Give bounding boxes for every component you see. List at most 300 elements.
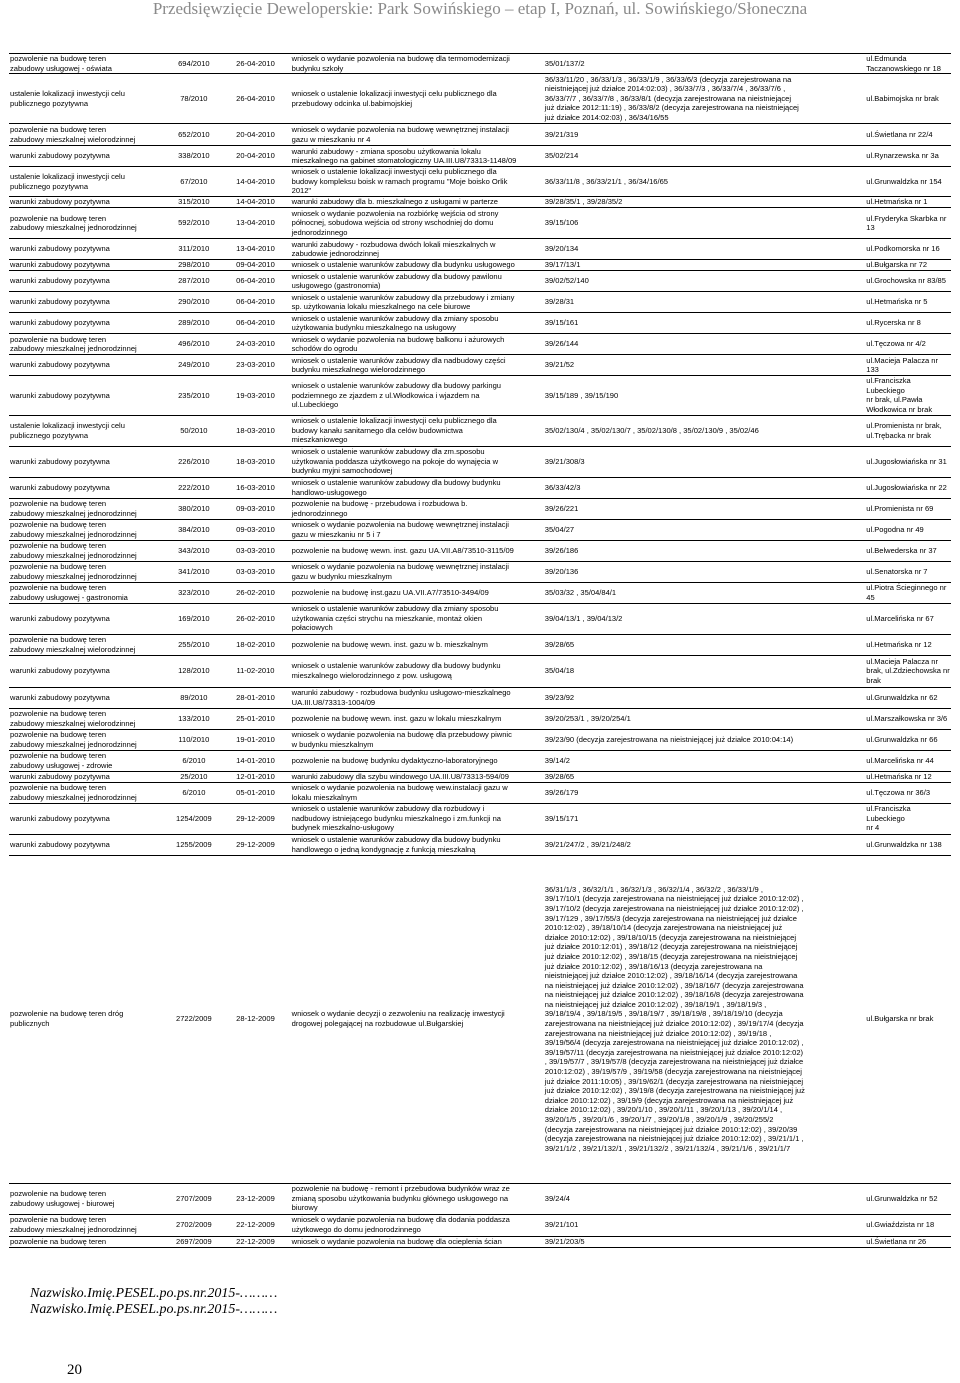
decision-type: warunki zabudowy pozytywna bbox=[10, 151, 110, 161]
address-cell bbox=[865, 834, 951, 855]
plot-numbers-cell bbox=[544, 687, 866, 708]
decision-number: 1255/2009 bbox=[176, 839, 212, 849]
table-row bbox=[9, 239, 951, 260]
decision-description-cell bbox=[288, 540, 544, 561]
decision-type-cell bbox=[9, 729, 164, 750]
address: ul.Tęczowa nr 4/2 bbox=[866, 339, 926, 349]
address-cell bbox=[865, 498, 951, 519]
decision-description: warunki zabudowy dla b. mieszkalnego z usługami w parterze bbox=[291, 197, 499, 207]
table-row bbox=[9, 146, 951, 167]
decision-number: 169/2010 bbox=[178, 613, 210, 623]
decision-type-cell bbox=[9, 260, 164, 271]
decision-description: wniosek o ustalenie warunków zabudowy dla budowy pawilonu usługowego (gastronomia) bbox=[291, 271, 502, 291]
decision-type-cell bbox=[9, 271, 164, 292]
plot-numbers-cell bbox=[544, 167, 866, 197]
address-cell bbox=[865, 708, 951, 729]
decision-description-cell bbox=[288, 729, 544, 750]
decision-date-cell bbox=[223, 834, 287, 855]
decision-description: wniosek o wydanie pozwolenia na budowę dla termomodernizacji budynku szkoły bbox=[291, 54, 510, 73]
table-row bbox=[9, 477, 951, 498]
decision-date: 13-04-2010 bbox=[236, 244, 275, 254]
decision-description-cell bbox=[288, 771, 544, 782]
decision-date-cell bbox=[223, 74, 287, 124]
decision-type-cell bbox=[9, 634, 164, 655]
decision-description-cell bbox=[288, 477, 544, 498]
decision-number: 343/2010 bbox=[178, 545, 210, 555]
plot-numbers: 39/15/171 bbox=[544, 813, 579, 823]
table-row bbox=[9, 167, 951, 197]
decision-date: 14-01-2010 bbox=[236, 755, 275, 765]
decision-number-cell bbox=[164, 446, 223, 477]
decision-number: 592/2010 bbox=[178, 218, 210, 228]
decision-description: pozwolenie na budowę wewn. inst. gazu UA.VII.A8/73510-3115/09 bbox=[291, 545, 514, 555]
table-row bbox=[9, 446, 951, 477]
decision-description-cell bbox=[288, 634, 544, 655]
decision-number: 222/2010 bbox=[178, 482, 210, 492]
table-row bbox=[9, 634, 951, 655]
address-cell bbox=[865, 271, 951, 292]
address-cell bbox=[865, 355, 951, 376]
table-row bbox=[9, 519, 951, 540]
address: ul.Piotra Ścieginnego nr 45 bbox=[866, 582, 947, 602]
decision-description: wniosek o wydanie pozwolenia na budowę dla przebudowy piwnic w budynku mieszkalnym bbox=[291, 729, 512, 749]
decision-number-cell bbox=[164, 197, 223, 208]
footer-name-line-1: Nazwisko.Imię.PESEL.po.ps.nr.2015-……… bbox=[30, 1286, 278, 1301]
decision-date: 14-04-2010 bbox=[236, 197, 275, 207]
decision-number: 289/2010 bbox=[178, 318, 210, 328]
decision-type: pozwolenie na budowę teren zabudowy mieszkalnej jednorodzinnej bbox=[10, 498, 137, 518]
address-cell bbox=[865, 146, 951, 167]
decision-description: pozwolenie na budowę wewn. inst. gazu w lokalu mieszkalnym bbox=[291, 713, 502, 723]
decision-date-cell bbox=[223, 561, 287, 582]
decision-description: wniosek o ustalenie warunków zabudowy dla budowy parkingu podziemnego ze zjazdem z ul.Włodkowica i wjazdem na ul.Lubeckiego bbox=[291, 380, 501, 410]
plot-numbers: 39/24/4 bbox=[544, 1193, 570, 1203]
decision-type-cell bbox=[9, 1214, 164, 1236]
decision-type-cell bbox=[9, 803, 164, 834]
address: ul.Gwiaździsta nr 18 bbox=[866, 1220, 935, 1230]
table-row bbox=[9, 729, 951, 750]
address-cell bbox=[865, 239, 951, 260]
decision-number-cell bbox=[164, 54, 223, 74]
decision-type-cell bbox=[9, 54, 164, 74]
decision-description: wniosek o ustalenie warunków zabudowy dla nadbudowy części budynku mieszkalnego wielorodzinnego bbox=[291, 355, 506, 375]
plot-numbers: 39/23/92 bbox=[544, 692, 575, 702]
decision-type-cell bbox=[9, 415, 164, 446]
plot-numbers-cell bbox=[544, 561, 866, 582]
decision-type-cell bbox=[9, 124, 164, 146]
decision-description-cell bbox=[288, 376, 544, 415]
plot-numbers: 35/02/130/4 , 35/02/130/7 , 35/02/130/8 , 35/02/130/9 , 35/02/46 bbox=[544, 425, 759, 435]
plot-numbers: 39/21/308/3 bbox=[544, 456, 585, 466]
address-cell bbox=[865, 855, 951, 1183]
decision-number-cell bbox=[164, 477, 223, 498]
decision-date-cell bbox=[223, 292, 287, 313]
decision-date: 26-04-2010 bbox=[236, 58, 275, 68]
decision-date: 09-03-2010 bbox=[236, 503, 275, 513]
table-row bbox=[9, 1183, 951, 1214]
decision-number: 1254/2009 bbox=[176, 813, 212, 823]
address-cell bbox=[865, 477, 951, 498]
decision-description-cell bbox=[288, 355, 544, 376]
plot-numbers-cell bbox=[544, 834, 866, 855]
plot-numbers-cell bbox=[544, 540, 866, 561]
decision-type-cell bbox=[9, 655, 164, 687]
decision-number-cell bbox=[164, 292, 223, 313]
decision-number: 338/2010 bbox=[178, 151, 210, 161]
decision-date: 26-02-2010 bbox=[236, 613, 275, 623]
table-row bbox=[9, 74, 951, 124]
address: ul.Promienista nr 69 bbox=[866, 503, 934, 513]
plot-numbers: 39/15/189 , 39/15/190 bbox=[544, 390, 619, 400]
address-cell bbox=[865, 260, 951, 271]
plot-numbers: 39/21/203/5 bbox=[544, 1236, 585, 1246]
decision-number-cell bbox=[164, 634, 223, 655]
decision-type: warunki zabudowy pozytywna bbox=[10, 360, 110, 370]
decision-description: wniosek o ustalenie lokalizacji inwestycji celu publicznego dla budowy kanału sanitarnego dla celów budownictwa mieszkaniowego bbox=[291, 416, 497, 445]
table-row bbox=[9, 292, 951, 313]
table-row bbox=[9, 1236, 951, 1247]
plot-numbers: 39/28/35/1 , 39/28/35/2 bbox=[544, 197, 623, 207]
decision-number: 6/2010 bbox=[182, 787, 206, 797]
decision-type-cell bbox=[9, 561, 164, 582]
decision-type: pozwolenie na budowę teren zabudowy mieszkalnej jednorodzinnej bbox=[10, 1215, 137, 1235]
footer-names bbox=[30, 1286, 277, 1317]
table-row bbox=[9, 771, 951, 782]
decision-type-cell bbox=[9, 750, 164, 771]
address: ul.Edmunda Taczanowskiego nr 18 bbox=[866, 54, 941, 73]
decision-type: warunki zabudowy pozytywna bbox=[10, 197, 110, 207]
decision-description-cell bbox=[288, 1183, 544, 1214]
address-cell bbox=[865, 292, 951, 313]
decision-description: wniosek o ustalenie warunków zabudowy dla budowy budynku mieszkalnego wielorodzinnego z pow. usługową bbox=[291, 661, 501, 681]
address-cell bbox=[865, 655, 951, 687]
decision-date: 25-01-2010 bbox=[236, 713, 275, 723]
address: ul.Rynarzewska nr 3a bbox=[866, 151, 939, 161]
address: ul.Rycerska nr 8 bbox=[866, 318, 921, 328]
decision-date: 18-03-2010 bbox=[236, 456, 275, 466]
table-row bbox=[9, 687, 951, 708]
plot-numbers: 39/28/31 bbox=[544, 297, 575, 307]
decision-date: 14-04-2010 bbox=[236, 176, 275, 186]
address: ul.Jugosłowiańska nr 22 bbox=[866, 482, 947, 492]
decision-date: 06-04-2010 bbox=[236, 276, 275, 286]
decision-number-cell bbox=[164, 603, 223, 634]
plot-numbers: 39/28/65 bbox=[544, 639, 575, 649]
decision-number-cell bbox=[164, 167, 223, 197]
decision-type-cell bbox=[9, 146, 164, 167]
plot-numbers: 39/21/319 bbox=[544, 129, 579, 139]
table-row bbox=[9, 1214, 951, 1236]
decision-description-cell bbox=[288, 260, 544, 271]
decision-number-cell bbox=[164, 376, 223, 415]
plot-numbers-cell bbox=[544, 771, 866, 782]
decision-description: wniosek o ustalenie warunków zabudowy dla zmiany sposobu użytkowania części strychu na mieszkanie, montaż okien połaciowych bbox=[291, 604, 499, 633]
decision-description-cell bbox=[288, 1214, 544, 1236]
address-cell bbox=[865, 446, 951, 477]
plot-numbers-cell bbox=[544, 519, 866, 540]
decision-type: warunki zabudowy pozytywna bbox=[10, 297, 110, 307]
address-cell bbox=[865, 208, 951, 239]
decision-date: 26-02-2010 bbox=[236, 587, 275, 597]
decision-date-cell bbox=[223, 167, 287, 197]
decision-type: pozwolenie na budowę teren zabudowy mieszkalnej jednorodzinnej bbox=[10, 213, 137, 233]
address-cell bbox=[865, 124, 951, 146]
decision-type: pozwolenie na budowę teren zabudowy mieszkalnej jednorodzinnej bbox=[10, 729, 137, 749]
decision-number-cell bbox=[164, 1236, 223, 1247]
plot-numbers: 39/28/65 bbox=[544, 771, 575, 781]
decision-number-cell bbox=[164, 355, 223, 376]
decision-number-cell bbox=[164, 687, 223, 708]
decision-description-cell bbox=[288, 582, 544, 603]
decision-type-cell bbox=[9, 208, 164, 239]
decision-type: warunki zabudowy pozytywna bbox=[10, 260, 110, 270]
address: ul.Bułgarska nr 72 bbox=[866, 260, 928, 270]
decision-description-cell bbox=[288, 146, 544, 167]
table-row bbox=[9, 498, 951, 519]
decision-date: 23-03-2010 bbox=[236, 360, 275, 370]
decision-number: 496/2010 bbox=[178, 339, 210, 349]
decision-date-cell bbox=[223, 708, 287, 729]
decision-description: warunki zabudowy - rozbudowa budynku usługowo-mieszkalnego UA.III.U8/73313-1004/09 bbox=[291, 687, 511, 707]
decision-number: 298/2010 bbox=[178, 260, 210, 270]
decision-date-cell bbox=[223, 355, 287, 376]
decision-number-cell bbox=[164, 834, 223, 855]
address: ul.Franciszka Lubeckiego nr 4 bbox=[866, 804, 911, 833]
decision-number: 128/2010 bbox=[178, 666, 210, 676]
plot-numbers-cell bbox=[544, 655, 866, 687]
address-cell bbox=[865, 687, 951, 708]
decision-date-cell bbox=[223, 260, 287, 271]
decision-description-cell bbox=[288, 54, 544, 74]
decision-description-cell bbox=[288, 271, 544, 292]
address-cell bbox=[865, 74, 951, 124]
address: ul.Bułgarska nr brak bbox=[866, 1014, 934, 1024]
decision-date-cell bbox=[223, 1183, 287, 1214]
table-row bbox=[9, 208, 951, 239]
plot-numbers: 39/21/52 bbox=[544, 360, 575, 370]
decision-type-cell bbox=[9, 498, 164, 519]
decision-description-cell bbox=[288, 446, 544, 477]
decision-description: wniosek o ustalenie warunków zabudowy dla budowy budynku handlowo-usługowego bbox=[291, 477, 501, 497]
decision-description-cell bbox=[288, 415, 544, 446]
table-row bbox=[9, 582, 951, 603]
decision-date-cell bbox=[223, 477, 287, 498]
address: ul.Grochowska nr 83/85 bbox=[866, 276, 946, 286]
decision-type-cell bbox=[9, 239, 164, 260]
plot-numbers: 36/33/11/8 , 36/33/21/1 , 36/34/16/65 bbox=[544, 176, 668, 186]
decision-type: pozwolenie na budowę teren zabudowy mieszkalnej wielorodzinnej bbox=[10, 634, 136, 654]
decision-type: pozwolenie na budowę teren zabudowy mieszkalnej jednorodzinnej bbox=[10, 334, 137, 354]
decision-description: wniosek o wydanie pozwolenia na budowę wewnętrznej instalacji gazu w mieszkaniu nr 4 bbox=[291, 125, 509, 144]
decision-type: pozwolenie na budowę teren zabudowy mieszkalnej jednorodzinnej bbox=[10, 540, 137, 560]
address-cell bbox=[865, 729, 951, 750]
decision-number: 235/2010 bbox=[178, 390, 210, 400]
address: ul.Grunwaldzka nr 154 bbox=[866, 176, 942, 186]
decision-date-cell bbox=[223, 124, 287, 146]
address-cell bbox=[865, 582, 951, 603]
decision-number: 2697/2009 bbox=[176, 1236, 212, 1246]
address: ul.Macieja Palacza nr 133 bbox=[866, 355, 938, 375]
decision-date: 12-01-2010 bbox=[236, 771, 275, 781]
decision-number: 384/2010 bbox=[178, 524, 210, 534]
decision-description: pozwolenie na budowę wewn. inst. gazu w b. mieszkalnym bbox=[291, 639, 488, 649]
decision-date: 22-12-2009 bbox=[236, 1236, 275, 1246]
plot-numbers-cell bbox=[544, 729, 866, 750]
decision-number: 287/2010 bbox=[178, 276, 210, 286]
address: ul.Hetmańska nr 1 bbox=[866, 197, 928, 207]
decision-description: wniosek o ustalenie warunków zabudowy dla rozbudowy i nadbudowy istniejącego budynku mieszkalnego i zm.funkcji na budynek mieszkalno-usługowy bbox=[291, 804, 501, 833]
decision-type: pozwolenie na budowę teren zabudowy mieszkalnej jednorodzinnej bbox=[10, 782, 137, 802]
plot-numbers-cell bbox=[544, 1183, 866, 1214]
decision-date-cell bbox=[223, 655, 287, 687]
plot-numbers-cell bbox=[544, 260, 866, 271]
decision-description-cell bbox=[288, 74, 544, 124]
decision-date: 29-12-2009 bbox=[236, 839, 275, 849]
decision-description: wniosek o wydanie pozwolenia na budowę dla dodania poddasza użytkowego do domu jednorodzinnego bbox=[291, 1215, 510, 1235]
decision-type: warunki zabudowy pozytywna bbox=[10, 276, 110, 286]
address: ul.Marszałkowska nr 3/6 bbox=[866, 713, 948, 723]
decision-number-cell bbox=[164, 855, 223, 1183]
table-row bbox=[9, 355, 951, 376]
plot-numbers-cell bbox=[544, 124, 866, 146]
address-cell bbox=[865, 634, 951, 655]
address: ul.Podkomorska nr 16 bbox=[866, 244, 940, 254]
table-row bbox=[9, 603, 951, 634]
decision-type-cell bbox=[9, 687, 164, 708]
decision-type-cell bbox=[9, 1183, 164, 1214]
address-cell bbox=[865, 415, 951, 446]
decision-type-cell bbox=[9, 197, 164, 208]
table-row bbox=[9, 415, 951, 446]
decision-date: 23-12-2009 bbox=[236, 1193, 275, 1203]
decision-type-cell bbox=[9, 292, 164, 313]
decision-type: pozwolenie na budowę teren zabudowy usługowej - gastronomia bbox=[10, 582, 128, 602]
decision-description: wniosek o wydanie decyzji o zezwoleniu na realizację inwestycji drogowej polegającej na rozbudowue ul.Bułgarskiej bbox=[291, 1009, 505, 1029]
plot-numbers: 39/04/13/1 , 39/04/13/2 bbox=[544, 613, 623, 623]
decision-type: pozwolenie na budowę teren zabudowy mieszkalnej wielorodzinnej bbox=[10, 708, 136, 728]
address: ul.Macieja Palacza nr brak, ul.Zdziechowska nr brak bbox=[866, 656, 950, 685]
decision-date: 05-01-2010 bbox=[236, 787, 275, 797]
plot-numbers-cell bbox=[544, 239, 866, 260]
decision-description: wniosek o wydanie pozwolenia na budowę wewnętrznej instalacji gazu w mieszkaniu nr 5 i 7 bbox=[291, 519, 509, 539]
decision-number: 78/2010 bbox=[180, 93, 208, 103]
decision-number: 2722/2009 bbox=[176, 1014, 212, 1024]
decision-type: pozwolenie na budowę teren bbox=[10, 1236, 107, 1246]
decision-type: warunki zabudowy pozytywna bbox=[10, 692, 110, 702]
decision-date: 20-04-2010 bbox=[236, 151, 275, 161]
decision-number-cell bbox=[164, 334, 223, 355]
address-cell bbox=[865, 782, 951, 803]
decision-description: wniosek o ustalenie warunków zabudowy dla budowy budynku handlowego o jedną kondygnację z funkcją mieszkalną bbox=[291, 834, 501, 854]
plot-numbers: 39/20/134 bbox=[544, 244, 579, 254]
decision-number: 255/2010 bbox=[178, 639, 210, 649]
address-cell bbox=[865, 1214, 951, 1236]
address-cell bbox=[865, 197, 951, 208]
decision-date-cell bbox=[223, 729, 287, 750]
decision-description: pozwolenie na budowę - remont i przebudowa budynków wraz ze zmianą sposobu użytkowania budynku głównego usługowego na biurowy bbox=[291, 1184, 510, 1213]
decision-date-cell bbox=[223, 271, 287, 292]
address: ul.Marcelińska nr 67 bbox=[866, 613, 934, 623]
decision-number: 380/2010 bbox=[178, 503, 210, 513]
decision-description-cell bbox=[288, 313, 544, 334]
decision-date-cell bbox=[223, 334, 287, 355]
decision-type: warunki zabudowy pozytywna bbox=[10, 839, 110, 849]
decision-description: warunki zabudowy - rozbudowa dwóch lokali mieszkalnych w zabudowie jednorodzinnej bbox=[291, 239, 496, 259]
permits-table bbox=[9, 53, 951, 1248]
plot-numbers-cell bbox=[544, 313, 866, 334]
decision-type-cell bbox=[9, 855, 164, 1183]
decision-type: warunki zabudowy pozytywna bbox=[10, 666, 110, 676]
decision-date: 19-03-2010 bbox=[236, 390, 275, 400]
decision-date: 29-12-2009 bbox=[236, 813, 275, 823]
plot-numbers-cell bbox=[544, 582, 866, 603]
address-cell bbox=[865, 803, 951, 834]
decision-date: 28-01-2010 bbox=[236, 692, 275, 702]
decision-date: 16-03-2010 bbox=[236, 482, 275, 492]
address: ul.Hetmańska nr 12 bbox=[866, 771, 932, 781]
table-row bbox=[9, 260, 951, 271]
decision-description: wniosek o ustalenie lokalizacji inwestycji celu publicznego dla przebudowy odcinka ul.babimojskiej bbox=[291, 89, 497, 108]
plot-numbers-cell bbox=[544, 477, 866, 498]
decision-type: warunki zabudowy pozytywna bbox=[10, 390, 110, 400]
decision-date-cell bbox=[223, 634, 287, 655]
decision-type: pozwolenie na budowę teren zabudowy usługowej - biurowej bbox=[10, 1188, 115, 1208]
address: ul.Tęczowa nr 36/3 bbox=[866, 787, 931, 797]
table-row bbox=[9, 334, 951, 355]
decision-type: pozwolenie na budowę teren zabudowy mieszkalnej jednorodzinnej bbox=[10, 519, 137, 539]
decision-number-cell bbox=[164, 561, 223, 582]
decision-number-cell bbox=[164, 540, 223, 561]
plot-numbers-cell bbox=[544, 334, 866, 355]
decision-number-cell bbox=[164, 803, 223, 834]
decision-description: wniosek o wydanie pozwolenia na budowę wew.instalacji gazu w lokalu mieszkalnym bbox=[291, 782, 508, 802]
decision-number: 226/2010 bbox=[178, 456, 210, 466]
decision-description-cell bbox=[288, 782, 544, 803]
address: ul.Belwederska nr 37 bbox=[866, 545, 937, 555]
decision-date-cell bbox=[223, 146, 287, 167]
address-cell bbox=[865, 54, 951, 74]
address-cell bbox=[865, 167, 951, 197]
decision-date: 06-04-2010 bbox=[236, 318, 275, 328]
decision-date: 24-03-2010 bbox=[236, 339, 275, 349]
table-row bbox=[9, 561, 951, 582]
decision-date: 03-03-2010 bbox=[236, 545, 275, 555]
decision-description-cell bbox=[288, 334, 544, 355]
decision-date-cell bbox=[223, 197, 287, 208]
plot-numbers-cell bbox=[544, 1236, 866, 1247]
decision-description-cell bbox=[288, 708, 544, 729]
decision-date: 18-02-2010 bbox=[236, 639, 275, 649]
plot-numbers: 35/04/18 bbox=[544, 666, 575, 676]
decision-type: warunki zabudowy pozytywna bbox=[10, 482, 110, 492]
decision-number: 2707/2009 bbox=[176, 1193, 212, 1203]
plot-numbers-cell bbox=[544, 208, 866, 239]
address-cell bbox=[865, 376, 951, 415]
decision-number-cell bbox=[164, 1214, 223, 1236]
decision-description: wniosek o ustalenie warunków zabudowy dla budynku usługowego bbox=[291, 260, 515, 270]
plot-numbers: 39/15/106 bbox=[544, 218, 579, 228]
decision-type: pozwolenie na budowę teren zabudowy mieszkalnej jednorodzinnej bbox=[10, 561, 137, 581]
decision-type: warunki zabudowy pozytywna bbox=[10, 244, 110, 254]
decision-date-cell bbox=[223, 498, 287, 519]
decision-date-cell bbox=[223, 54, 287, 74]
decision-description-cell bbox=[288, 197, 544, 208]
decision-description-cell bbox=[288, 655, 544, 687]
table-row bbox=[9, 540, 951, 561]
decision-number: 110/2010 bbox=[178, 734, 210, 744]
decision-number-cell bbox=[164, 782, 223, 803]
document-title: Przedsięwzięcie Deweloperskie: Park Sowińskiego – etap I, Poznań, ul. Sowińskiego/Słoneczna bbox=[152, 0, 808, 18]
